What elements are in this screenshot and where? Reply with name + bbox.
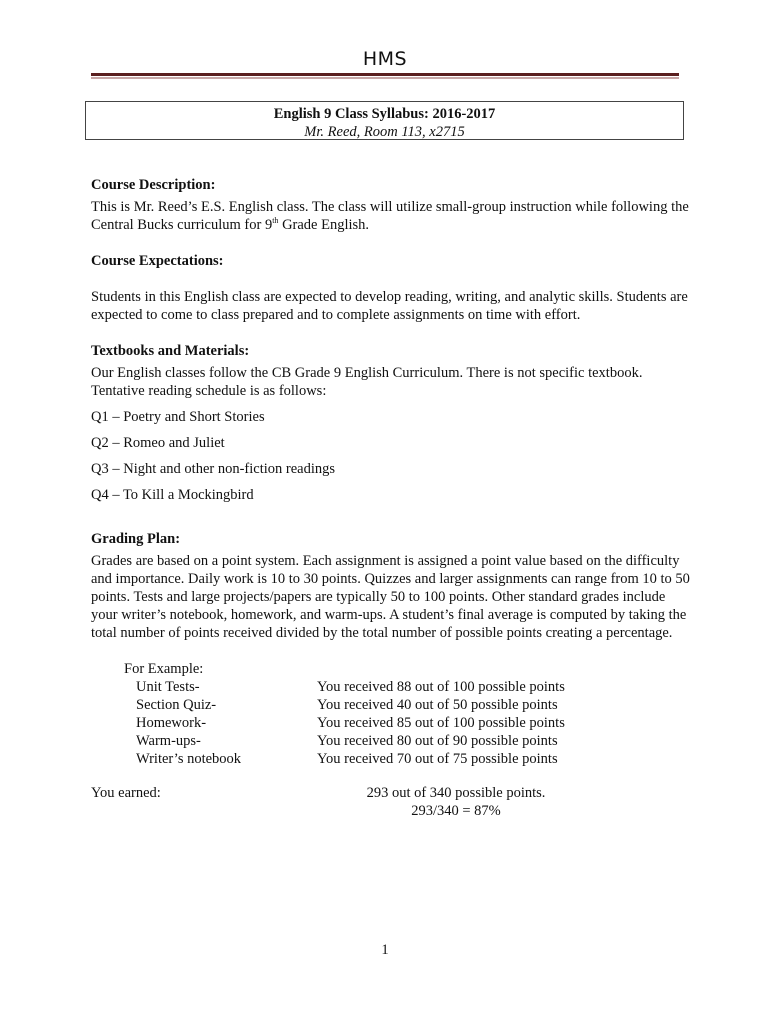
course-description-text-start: This is Mr. Reed’s E.S. English class. The class will utilize small-group instruction while following the Central Bucks curriculum for 9 <box>91 199 689 233</box>
example-value: You received 85 out of 100 possible points <box>317 715 565 731</box>
example-heading: For Example: <box>124 661 204 677</box>
course-description-heading: Course Description: <box>91 177 216 193</box>
quarter-item: Q1 – Poetry and Short Stories <box>91 409 265 425</box>
syllabus-content <box>91 176 691 820</box>
example-label: Warm-ups- <box>136 733 201 749</box>
syllabus-title: English 9 Class Syllabus: 2016-2017 <box>273 106 496 122</box>
teacher-info: Mr. Reed, Room 113, x2715 <box>304 124 465 140</box>
header-rule <box>91 73 679 76</box>
example-value: You received 88 out of 100 possible points <box>317 679 565 695</box>
grading-examples <box>91 660 691 768</box>
example-heading-row <box>91 660 691 678</box>
textbooks-heading: Textbooks and Materials: <box>91 343 250 359</box>
example-value: You received 80 out of 90 possible points <box>317 733 558 749</box>
grading-heading: Grading Plan: <box>91 531 181 547</box>
example-row <box>91 678 691 696</box>
example-value: You received 40 out of 50 possible points <box>317 697 558 713</box>
example-row <box>91 714 691 732</box>
course-expectations-heading: Course Expectations: <box>91 253 224 269</box>
header-rule-shadow <box>91 77 679 79</box>
example-row <box>91 696 691 714</box>
example-label: Unit Tests- <box>136 679 200 695</box>
title-box <box>85 101 684 140</box>
earned-label: You earned: <box>91 785 161 801</box>
example-row <box>91 750 691 768</box>
earned-total: 293 out of 340 possible points. <box>366 785 546 801</box>
example-label: Section Quiz- <box>136 697 217 713</box>
earned-summary <box>91 784 691 820</box>
course-expectations-text: Students in this English class are expected to develop reading, writing, and analytic skills. Students are expected to come to class prepared and to complete assignments on time with effort. <box>91 289 688 323</box>
header-title: HMS <box>362 48 408 70</box>
quarter-item: Q4 – To Kill a Mockingbird <box>91 487 254 503</box>
example-row <box>91 732 691 750</box>
grading-text: Grades are based on a point system. Each assignment is assigned a point value based on the difficulty and importance. Daily work is 10 to 30 points. Quizzes and larger assignments can range from 10 to 50 points. Tests and large projects/papers are typically 50 to 100 points. Other standard grades include your writer’s notebook, homework, and warm-ups. A student’s final average is computed by taking the total number of points received divided by the total number of possible points creating a percentage. <box>91 553 690 641</box>
quarter-item: Q2 – Romeo and Juliet <box>91 435 225 451</box>
example-label: Writer’s notebook <box>136 751 242 767</box>
quarter-item: Q3 – Night and other non-fiction readings <box>91 461 336 477</box>
example-value: You received 70 out of 75 possible points <box>317 751 558 767</box>
course-description-text-end: Grade English. <box>278 217 370 233</box>
textbooks-text: Our English classes follow the CB Grade 9 English Curriculum. There is not specific textbook. Tentative reading schedule is as follows: <box>91 365 643 399</box>
ordinal-suffix: th <box>272 216 279 226</box>
example-label: Homework- <box>136 715 207 731</box>
course-description-text <box>91 198 691 234</box>
page-number: 1 <box>381 942 389 958</box>
earned-percent: 293/340 = 87% <box>411 803 501 819</box>
